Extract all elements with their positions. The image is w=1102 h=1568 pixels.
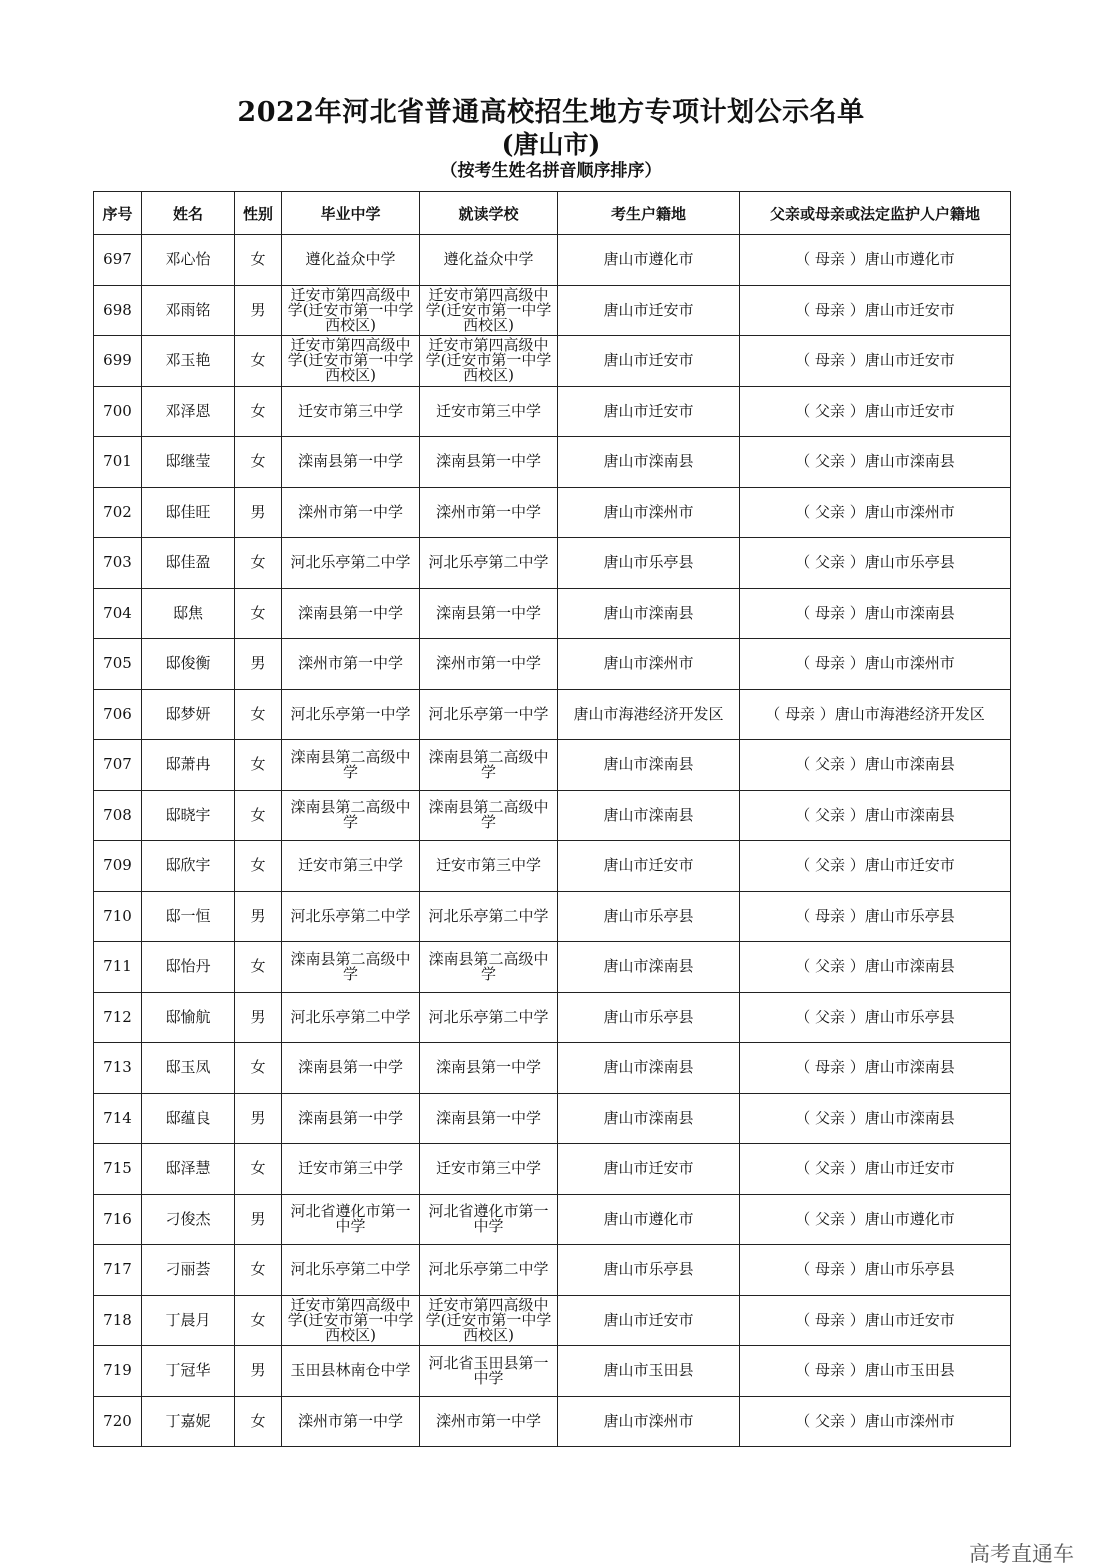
cell-study-school: 滦南县第一中学 (420, 1093, 558, 1144)
cell-seq: 718 (94, 1295, 142, 1346)
cell-seq: 708 (94, 790, 142, 841)
cell-grad-school: 迁安市第三中学 (282, 841, 420, 892)
cell-gender: 男 (235, 639, 282, 690)
cell-guardian-hukou: （ 父亲 ）唐山市滦南县 (740, 790, 1011, 841)
cell-study-school: 滦南县第一中学 (420, 437, 558, 488)
cell-guardian-hukou: （ 父亲 ）唐山市滦州市 (740, 487, 1011, 538)
cell-seq: 711 (94, 942, 142, 993)
watermark: 高考直通车 (969, 1542, 1074, 1566)
cell-study-school: 滦南县第二高级中学 (420, 790, 558, 841)
cell-study-school: 滦南县第一中学 (420, 1043, 558, 1094)
cell-guardian-hukou: （ 父亲 ）唐山市乐亭县 (740, 538, 1011, 589)
cell-gender: 女 (235, 942, 282, 993)
cell-seq: 716 (94, 1194, 142, 1245)
table-row (94, 1093, 1011, 1144)
cell-guardian-hukou: （ 父亲 ）唐山市迁安市 (740, 386, 1011, 437)
table-row (94, 285, 1011, 336)
cell-seq: 706 (94, 689, 142, 740)
cell-name: 刁丽荟 (142, 1245, 235, 1296)
cell-grad-school: 滦南县第二高级中学 (282, 740, 420, 791)
cell-gender: 女 (235, 1043, 282, 1094)
table-row (94, 1043, 1011, 1094)
cell-name: 邸俊衡 (142, 639, 235, 690)
cell-name: 邸梦妍 (142, 689, 235, 740)
cell-name: 丁晨月 (142, 1295, 235, 1346)
cell-gender: 女 (235, 689, 282, 740)
cell-guardian-hukou: （ 母亲 ）唐山市滦南县 (740, 588, 1011, 639)
cell-hukou: 唐山市遵化市 (558, 1194, 740, 1245)
cell-hukou: 唐山市迁安市 (558, 1295, 740, 1346)
cell-study-school: 河北省玉田县第一中学 (420, 1346, 558, 1397)
column-header-gender: 性别 (235, 192, 282, 235)
cell-study-school: 滦南县第二高级中学 (420, 942, 558, 993)
cell-study-school: 河北乐亭第二中学 (420, 1245, 558, 1296)
cell-hukou: 唐山市迁安市 (558, 285, 740, 336)
cell-hukou: 唐山市乐亭县 (558, 538, 740, 589)
cell-gender: 男 (235, 285, 282, 336)
cell-grad-school: 滦州市第一中学 (282, 1396, 420, 1447)
cell-hukou: 唐山市滦州市 (558, 639, 740, 690)
cell-name: 邸继莹 (142, 437, 235, 488)
cell-grad-school: 滦南县第一中学 (282, 1093, 420, 1144)
cell-gender: 女 (235, 235, 282, 286)
cell-gender: 女 (235, 1144, 282, 1195)
cell-guardian-hukou: （ 父亲 ）唐山市滦南县 (740, 740, 1011, 791)
cell-seq: 699 (94, 336, 142, 387)
cell-gender: 女 (235, 790, 282, 841)
cell-seq: 701 (94, 437, 142, 488)
cell-gender: 男 (235, 1346, 282, 1397)
cell-grad-school: 河北乐亭第二中学 (282, 1245, 420, 1296)
cell-study-school: 河北乐亭第二中学 (420, 891, 558, 942)
cell-name: 邸蕴良 (142, 1093, 235, 1144)
page-title: 2022年河北省普通高校招生地方专项计划公示名单 (237, 97, 865, 128)
cell-name: 邸焦 (142, 588, 235, 639)
table-row (94, 336, 1011, 387)
cell-name: 邓玉艳 (142, 336, 235, 387)
cell-hukou: 唐山市遵化市 (558, 235, 740, 286)
cell-grad-school: 滦南县第二高级中学 (282, 790, 420, 841)
cell-study-school: 迁安市第三中学 (420, 1144, 558, 1195)
cell-seq: 717 (94, 1245, 142, 1296)
cell-guardian-hukou: （ 母亲 ）唐山市迁安市 (740, 336, 1011, 387)
cell-name: 邸佳盈 (142, 538, 235, 589)
cell-guardian-hukou: （ 父亲 ）唐山市乐亭县 (740, 992, 1011, 1043)
cell-seq: 720 (94, 1396, 142, 1447)
cell-name: 邓泽恩 (142, 386, 235, 437)
cell-grad-school: 迁安市第三中学 (282, 386, 420, 437)
table-row (94, 790, 1011, 841)
cell-seq: 698 (94, 285, 142, 336)
table-row (94, 588, 1011, 639)
sort-note: （按考生姓名拼音顺序排序） (440, 161, 662, 181)
cell-name: 邸萧冉 (142, 740, 235, 791)
cell-seq: 705 (94, 639, 142, 690)
cell-study-school: 滦南县第一中学 (420, 588, 558, 639)
column-header-hukou: 考生户籍地 (558, 192, 740, 235)
table-row (94, 891, 1011, 942)
cell-grad-school: 河北乐亭第二中学 (282, 992, 420, 1043)
table-row (94, 689, 1011, 740)
cell-guardian-hukou: （ 父亲 ）唐山市滦南县 (740, 942, 1011, 993)
cell-guardian-hukou: （ 父亲 ）唐山市遵化市 (740, 1194, 1011, 1245)
cell-seq: 704 (94, 588, 142, 639)
cell-grad-school: 玉田县林南仓中学 (282, 1346, 420, 1397)
cell-grad-school: 河北乐亭第一中学 (282, 689, 420, 740)
cell-study-school: 滦州市第一中学 (420, 487, 558, 538)
cell-seq: 713 (94, 1043, 142, 1094)
table-row (94, 538, 1011, 589)
cell-hukou: 唐山市迁安市 (558, 336, 740, 387)
cell-name: 邓雨铭 (142, 285, 235, 336)
cell-guardian-hukou: （ 母亲 ）唐山市滦州市 (740, 639, 1011, 690)
cell-hukou: 唐山市乐亭县 (558, 1245, 740, 1296)
cell-grad-school: 滦州市第一中学 (282, 639, 420, 690)
cell-guardian-hukou: （ 父亲 ）唐山市迁安市 (740, 841, 1011, 892)
cell-gender: 女 (235, 588, 282, 639)
cell-grad-school: 滦南县第一中学 (282, 1043, 420, 1094)
cell-study-school: 迁安市第三中学 (420, 386, 558, 437)
cell-gender: 女 (235, 1295, 282, 1346)
cell-guardian-hukou: （ 母亲 ）唐山市海港经济开发区 (740, 689, 1011, 740)
cell-grad-school: 遵化益众中学 (282, 235, 420, 286)
cell-seq: 715 (94, 1144, 142, 1195)
cell-name: 邸泽慧 (142, 1144, 235, 1195)
cell-guardian-hukou: （ 母亲 ）唐山市滦南县 (740, 1043, 1011, 1094)
cell-guardian-hukou: （ 母亲 ）唐山市遵化市 (740, 235, 1011, 286)
cell-hukou: 唐山市滦南县 (558, 942, 740, 993)
cell-hukou: 唐山市迁安市 (558, 1144, 740, 1195)
cell-grad-school: 河北乐亭第二中学 (282, 891, 420, 942)
cell-name: 邸欣宇 (142, 841, 235, 892)
table-row (94, 487, 1011, 538)
table-row (94, 841, 1011, 892)
cell-name: 邸佳旺 (142, 487, 235, 538)
cell-guardian-hukou: （ 母亲 ）唐山市玉田县 (740, 1346, 1011, 1397)
cell-hukou: 唐山市滦南县 (558, 790, 740, 841)
cell-gender: 女 (235, 538, 282, 589)
cell-seq: 709 (94, 841, 142, 892)
table-row (94, 639, 1011, 690)
table-row (94, 235, 1011, 286)
cell-guardian-hukou: （ 母亲 ）唐山市乐亭县 (740, 1245, 1011, 1296)
cell-name: 邸怡丹 (142, 942, 235, 993)
table-row (94, 437, 1011, 488)
cell-name: 邸晓宇 (142, 790, 235, 841)
cell-study-school: 迁安市第四高级中学(迁安市第一中学西校区) (420, 285, 558, 336)
cell-gender: 男 (235, 487, 282, 538)
cell-name: 邓心怡 (142, 235, 235, 286)
cell-grad-school: 滦南县第一中学 (282, 437, 420, 488)
table-body (94, 235, 1011, 1447)
table-row (94, 942, 1011, 993)
cell-seq: 702 (94, 487, 142, 538)
table-row (94, 1346, 1011, 1397)
cell-gender: 男 (235, 992, 282, 1043)
cell-gender: 女 (235, 841, 282, 892)
cell-gender: 女 (235, 437, 282, 488)
cell-grad-school: 河北乐亭第二中学 (282, 538, 420, 589)
cell-grad-school: 迁安市第三中学 (282, 1144, 420, 1195)
cell-hukou: 唐山市滦州市 (558, 1396, 740, 1447)
cell-guardian-hukou: （ 父亲 ）唐山市滦州市 (740, 1396, 1011, 1447)
cell-study-school: 河北省遵化市第一中学 (420, 1194, 558, 1245)
page-subtitle: (唐山市) (501, 130, 601, 159)
cell-study-school: 迁安市第四高级中学(迁安市第一中学西校区) (420, 336, 558, 387)
cell-study-school: 滦州市第一中学 (420, 1396, 558, 1447)
cell-study-school: 迁安市第四高级中学(迁安市第一中学西校区) (420, 1295, 558, 1346)
cell-name: 邸愉航 (142, 992, 235, 1043)
table-row (94, 740, 1011, 791)
cell-study-school: 河北乐亭第一中学 (420, 689, 558, 740)
cell-name: 丁冠华 (142, 1346, 235, 1397)
cell-seq: 707 (94, 740, 142, 791)
column-header-study-school: 就读学校 (420, 192, 558, 235)
cell-seq: 703 (94, 538, 142, 589)
cell-grad-school: 河北省遵化市第一中学 (282, 1194, 420, 1245)
cell-seq: 697 (94, 235, 142, 286)
cell-hukou: 唐山市迁安市 (558, 841, 740, 892)
cell-hukou: 唐山市滦南县 (558, 1093, 740, 1144)
cell-hukou: 唐山市乐亭县 (558, 891, 740, 942)
cell-gender: 女 (235, 1245, 282, 1296)
cell-seq: 719 (94, 1346, 142, 1397)
cell-guardian-hukou: （ 父亲 ）唐山市滦南县 (740, 1093, 1011, 1144)
cell-grad-school: 迁安市第四高级中学(迁安市第一中学西校区) (282, 336, 420, 387)
cell-grad-school: 滦州市第一中学 (282, 487, 420, 538)
cell-hukou: 唐山市滦州市 (558, 487, 740, 538)
cell-name: 邸玉凤 (142, 1043, 235, 1094)
cell-seq: 700 (94, 386, 142, 437)
cell-seq: 710 (94, 891, 142, 942)
cell-hukou: 唐山市迁安市 (558, 386, 740, 437)
roster-table (93, 191, 1011, 1447)
table-row (94, 1144, 1011, 1195)
cell-gender: 女 (235, 1396, 282, 1447)
table-row (94, 992, 1011, 1043)
table-row (94, 386, 1011, 437)
cell-hukou: 唐山市滦南县 (558, 588, 740, 639)
cell-name: 刁俊杰 (142, 1194, 235, 1245)
cell-seq: 714 (94, 1093, 142, 1144)
cell-gender: 女 (235, 386, 282, 437)
cell-guardian-hukou: （ 父亲 ）唐山市迁安市 (740, 1144, 1011, 1195)
cell-gender: 女 (235, 336, 282, 387)
cell-name: 丁嘉妮 (142, 1396, 235, 1447)
cell-seq: 712 (94, 992, 142, 1043)
cell-hukou: 唐山市海港经济开发区 (558, 689, 740, 740)
table-row (94, 1396, 1011, 1447)
cell-hukou: 唐山市滦南县 (558, 437, 740, 488)
table-row (94, 1295, 1011, 1346)
cell-hukou: 唐山市玉田县 (558, 1346, 740, 1397)
cell-hukou: 唐山市滦南县 (558, 740, 740, 791)
column-header-grad-school: 毕业中学 (282, 192, 420, 235)
cell-hukou: 唐山市乐亭县 (558, 992, 740, 1043)
cell-study-school: 遵化益众中学 (420, 235, 558, 286)
cell-grad-school: 滦南县第一中学 (282, 588, 420, 639)
column-header-guardian-hukou: 父亲或母亲或法定监护人户籍地 (740, 192, 1011, 235)
cell-study-school: 河北乐亭第二中学 (420, 992, 558, 1043)
cell-grad-school: 迁安市第四高级中学(迁安市第一中学西校区) (282, 1295, 420, 1346)
table-header-row (94, 192, 1011, 235)
cell-study-school: 河北乐亭第二中学 (420, 538, 558, 589)
cell-guardian-hukou: （ 母亲 ）唐山市迁安市 (740, 1295, 1011, 1346)
cell-guardian-hukou: （ 父亲 ）唐山市滦南县 (740, 437, 1011, 488)
cell-gender: 男 (235, 1194, 282, 1245)
cell-hukou: 唐山市滦南县 (558, 1043, 740, 1094)
cell-grad-school: 迁安市第四高级中学(迁安市第一中学西校区) (282, 285, 420, 336)
cell-study-school: 迁安市第三中学 (420, 841, 558, 892)
table-row (94, 1194, 1011, 1245)
cell-grad-school: 滦南县第二高级中学 (282, 942, 420, 993)
column-header-seq: 序号 (94, 192, 142, 235)
column-header-name: 姓名 (142, 192, 235, 235)
cell-study-school: 滦州市第一中学 (420, 639, 558, 690)
cell-gender: 男 (235, 891, 282, 942)
cell-guardian-hukou: （ 母亲 ）唐山市乐亭县 (740, 891, 1011, 942)
table-row (94, 1245, 1011, 1296)
cell-guardian-hukou: （ 母亲 ）唐山市迁安市 (740, 285, 1011, 336)
cell-study-school: 滦南县第二高级中学 (420, 740, 558, 791)
cell-gender: 女 (235, 740, 282, 791)
cell-gender: 男 (235, 1093, 282, 1144)
cell-name: 邸一恒 (142, 891, 235, 942)
